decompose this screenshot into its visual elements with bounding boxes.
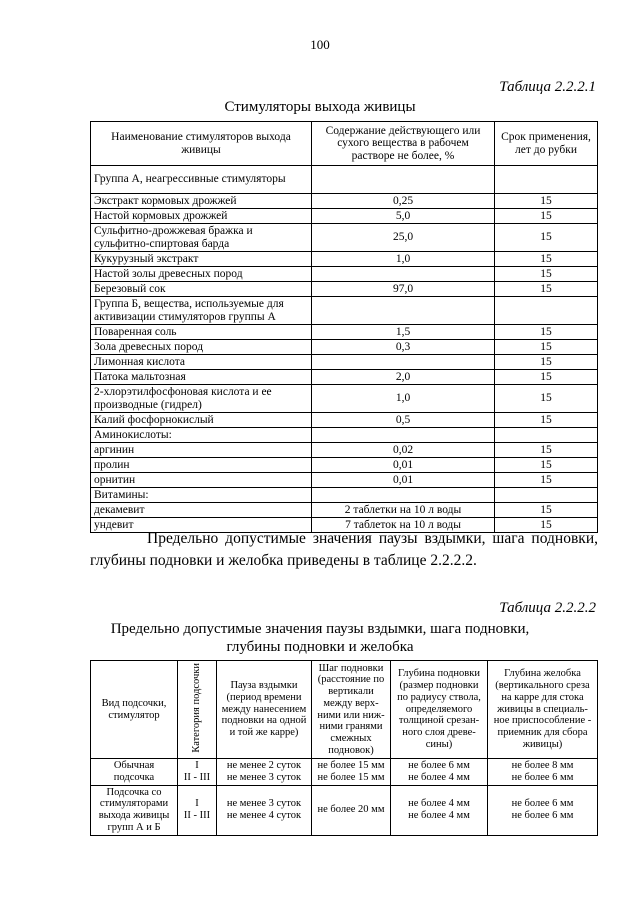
table2-cell-line: не более 6 мм xyxy=(408,760,470,771)
stimulator-name: Настой золы древесных пород xyxy=(91,267,312,282)
stimulator-content: 1,0 xyxy=(312,252,495,267)
table2-cell-depth xyxy=(391,785,488,835)
stimulator-name: Экстракт кормовых дрожжей xyxy=(91,194,312,209)
table2-cell-line: не менее 3 суток xyxy=(226,771,302,783)
table-row xyxy=(91,413,598,428)
table2-cell-line: не более 6 мм xyxy=(511,771,574,783)
table-row xyxy=(91,428,598,443)
table-row xyxy=(91,209,598,224)
stimulator-term: 15 xyxy=(495,355,598,370)
stimulator-content xyxy=(312,166,495,194)
stimulator-term: 15 xyxy=(495,503,598,518)
table-row xyxy=(91,503,598,518)
stimulator-term: 15 xyxy=(495,458,598,473)
table2-cell-pause xyxy=(217,759,312,786)
table2-cell-line: не более 4 мм xyxy=(408,798,470,810)
table1-title: Стимуляторы выхода живицы xyxy=(224,99,416,115)
stimulator-term: 15 xyxy=(495,325,598,340)
table2-cell-line: не более 20 мм xyxy=(317,804,385,816)
stimulator-term: 15 xyxy=(495,267,598,282)
table2-cell-line: II - III xyxy=(183,771,211,783)
table-row xyxy=(91,325,598,340)
table2-header-depth: Глубина подновки (размер подновки по радиусу ствола, определяемого толщиной срезан-ного слоя древе-сины) xyxy=(391,661,488,759)
stimulator-content: 2,0 xyxy=(312,370,495,385)
table2-header-category xyxy=(178,661,217,759)
table2-header-groove: Глубина желобка (вертикального среза на карре для стока живицы в специаль-ное приспособление - приемник для сбора живицы) xyxy=(488,661,598,759)
stimulator-term: 15 xyxy=(495,370,598,385)
table2-cell-depth xyxy=(391,759,488,786)
table-row xyxy=(91,443,598,458)
table2-cell-pause xyxy=(217,785,312,835)
table-row xyxy=(91,458,598,473)
page-number: 100 xyxy=(310,37,330,52)
table2-cell-category xyxy=(178,759,217,786)
table2-cell-line: не более 15 мм xyxy=(317,771,385,783)
stimulator-content: 1,0 xyxy=(312,385,495,413)
table-row xyxy=(91,355,598,370)
table2-title-line1: Предельно допустимые значения паузы вздымки, шага подновки, xyxy=(110,621,530,637)
stimulator-term xyxy=(495,166,598,194)
stimulator-name: Аминокислоты: xyxy=(91,428,312,443)
table-row xyxy=(91,166,598,194)
stimulator-term: 15 xyxy=(495,518,598,533)
stimulator-name: ундевит xyxy=(91,518,312,533)
stimulator-term: 15 xyxy=(495,282,598,297)
table2-cell-line: II - III xyxy=(183,810,211,821)
table2-cell-line: не более 4 мм xyxy=(408,771,470,783)
table2-cell-type: Подсочка со стимуляторами выхода живицы групп А и Б xyxy=(91,785,178,835)
table2-cell-groove xyxy=(488,759,598,786)
stimulator-name: Сульфитно-дрожжевая бражка и сульфитно-спиртовая барда xyxy=(91,224,312,252)
stimulator-name: Витамины: xyxy=(91,488,312,503)
table2-body xyxy=(91,759,598,836)
table2-cell-category xyxy=(178,785,217,835)
table2-header-step: Шаг подновки (расстояние по вертикали между верх-ними или ниж-ними гранями смежных подновок) xyxy=(312,661,391,759)
stimulator-term: 15 xyxy=(495,473,598,488)
table1-header-row xyxy=(91,122,598,166)
stimulator-name: аргинин xyxy=(91,443,312,458)
stimulator-content: 97,0 xyxy=(312,282,495,297)
stimulator-content xyxy=(312,355,495,370)
table2-cell-groove xyxy=(488,785,598,835)
table1-header-content: Содержание действующего или сухого вещества в рабочем растворе не более, % xyxy=(312,122,495,166)
table-row xyxy=(91,194,598,209)
stimulator-content: 1,5 xyxy=(312,325,495,340)
stimulator-name: Группа А, неагрессивные стимуляторы xyxy=(91,166,312,194)
table2-header-type: Вид подсочки, стимулятор xyxy=(91,661,178,759)
table-row xyxy=(91,252,598,267)
stimulator-term: 15 xyxy=(495,385,598,413)
stimulator-term: 15 xyxy=(495,209,598,224)
stimulator-term xyxy=(495,428,598,443)
stimulator-name: пролин xyxy=(91,458,312,473)
table-row xyxy=(91,488,598,503)
stimulator-content: 0,02 xyxy=(312,443,495,458)
stimulator-content: 0,01 xyxy=(312,458,495,473)
table2-title-line2: глубины подновки и желобка xyxy=(226,639,414,655)
table2-cell-line: не менее 2 суток xyxy=(226,760,302,771)
stimulators-table xyxy=(90,121,598,533)
table-row xyxy=(91,224,598,252)
stimulator-name: Группа Б, вещества, используемые для активизации стимуляторов группы А xyxy=(91,297,312,325)
table2-cell-step xyxy=(312,759,391,786)
table2-cell-line: не менее 4 суток xyxy=(226,810,302,821)
table2-cell-line: не более 6 мм xyxy=(511,798,574,810)
stimulator-name: Калий фосфорнокислый xyxy=(91,413,312,428)
stimulator-term xyxy=(495,297,598,325)
stimulator-name: орнитин xyxy=(91,473,312,488)
table2-cell-line: не более 8 мм xyxy=(511,760,574,771)
stimulator-name: Патока мальтозная xyxy=(91,370,312,385)
table2-header-category-text: Категория подсочки xyxy=(191,662,203,753)
table2-header-pause: Пауза вздымки (период времени между нанесением подновки на одной и той же карре) xyxy=(217,661,312,759)
stimulator-name: 2-хлорэтилфосфоновая кислота и ее производные (гидрел) xyxy=(91,385,312,413)
table-row xyxy=(91,282,598,297)
table2-cell-line: I xyxy=(195,798,199,810)
table-row xyxy=(91,370,598,385)
tapping-limits-table xyxy=(90,660,598,836)
table2-header-row xyxy=(91,661,598,759)
table1-header-name: Наименование стимуляторов выхода живицы xyxy=(91,122,312,166)
stimulator-name: Кукурузный экстракт xyxy=(91,252,312,267)
stimulator-content xyxy=(312,428,495,443)
table1-caption: Таблица 2.2.2.1 xyxy=(499,79,596,95)
stimulator-name: Лимонная кислота xyxy=(91,355,312,370)
stimulator-content xyxy=(312,267,495,282)
table-row xyxy=(91,385,598,413)
table2-cell-line: не более 15 мм xyxy=(317,760,385,771)
stimulator-term: 15 xyxy=(495,224,598,252)
stimulator-content: 0,01 xyxy=(312,473,495,488)
stimulator-term xyxy=(495,488,598,503)
table-row xyxy=(91,297,598,325)
stimulator-term: 15 xyxy=(495,194,598,209)
stimulator-content xyxy=(312,297,495,325)
table1-body xyxy=(91,166,598,533)
stimulator-name: Поваренная соль xyxy=(91,325,312,340)
stimulator-content: 5,0 xyxy=(312,209,495,224)
stimulator-name: Березовый сок xyxy=(91,282,312,297)
table2-cell-step xyxy=(312,785,391,835)
table2-cell-line: I xyxy=(195,760,199,771)
table2-cell-line: не менее 3 суток xyxy=(226,798,302,810)
stimulator-term: 15 xyxy=(495,443,598,458)
table2-cell-type: Обычная подсочка xyxy=(91,759,178,786)
stimulator-term: 15 xyxy=(495,340,598,355)
stimulator-name: Настой кормовых дрожжей xyxy=(91,209,312,224)
table2-cell-line: не более 4 мм xyxy=(408,810,470,821)
stimulator-name: декамевит xyxy=(91,503,312,518)
table2-caption: Таблица 2.2.2.2 xyxy=(499,600,596,616)
table-row xyxy=(91,473,598,488)
stimulator-content: 0,25 xyxy=(312,194,495,209)
table-row xyxy=(91,267,598,282)
stimulator-term: 15 xyxy=(495,413,598,428)
table-row xyxy=(91,340,598,355)
stimulator-name: Зола древесных пород xyxy=(91,340,312,355)
stimulator-term: 15 xyxy=(495,252,598,267)
stimulator-content: 25,0 xyxy=(312,224,495,252)
stimulator-content: 0,3 xyxy=(312,340,495,355)
stimulator-content: 2 таблетки на 10 л воды xyxy=(312,503,495,518)
stimulator-content xyxy=(312,488,495,503)
table2-cell-line: не более 6 мм xyxy=(511,810,574,821)
table1-header-term: Срок применения, лет до рубки xyxy=(495,122,598,166)
body-paragraph: Предельно допустимые значения паузы вздымки, шага подновки, глубины подновки и желобка приведены в таблице 2.2.2.2. xyxy=(90,530,598,569)
stimulator-content: 0,5 xyxy=(312,413,495,428)
stimulator-content: 7 таблеток на 10 л воды xyxy=(312,518,495,533)
table-row xyxy=(91,785,598,835)
table-row xyxy=(91,759,598,786)
